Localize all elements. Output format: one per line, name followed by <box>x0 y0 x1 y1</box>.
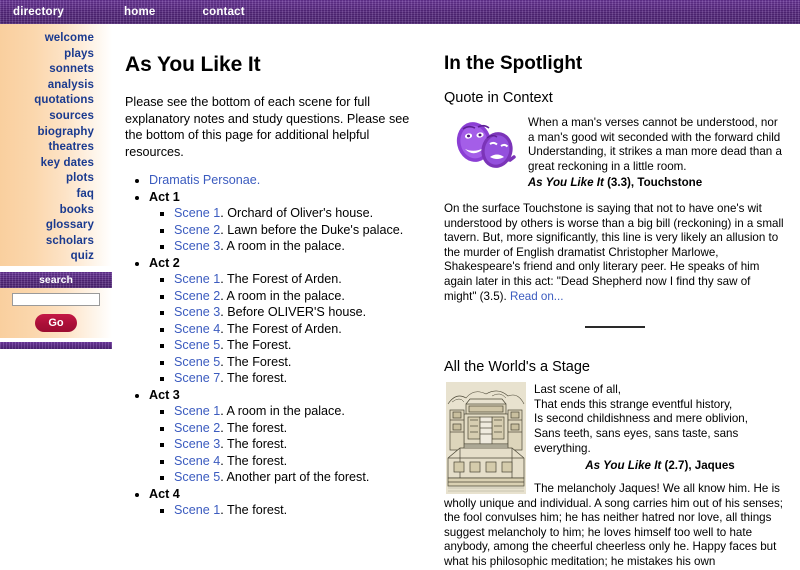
act-heading-1 <box>149 189 426 255</box>
act-label: Act 2 <box>149 255 180 270</box>
spotlight-title: In the Spotlight <box>444 53 583 74</box>
scene-description: . The forest. <box>220 420 288 435</box>
sidebar-link-quiz[interactable]: quiz <box>70 250 94 263</box>
sidebar-item-glossary[interactable] <box>0 217 94 233</box>
scene-description: . The forest. <box>220 371 288 385</box>
quote-attribution-rest: (3.3), Touchstone <box>603 176 703 190</box>
sidebar-link-analysis[interactable]: analysis <box>47 78 94 91</box>
sidebar-item-plots[interactable] <box>0 170 94 186</box>
sidebar-link-scholars[interactable]: scholars <box>45 234 94 247</box>
sidebar-item-scholars[interactable] <box>0 233 94 249</box>
sidebar-bottom-divider <box>0 342 112 349</box>
scene-list-act-1 <box>149 205 426 255</box>
quote-commentary-text: On the surface Touchstone is saying that not to have one's wit understood by others is worse than a big bill (reckoning) in a small tavern. But, more significantly, this line is very likely an allusion to the murder of English dramatist Christopher Marlowe, Shakespeare's friend and only literary peer. He speaks of him again later in this act: "Dead Shepherd now I find thy saw of might" (3.5). <box>444 201 784 303</box>
list-item[interactable] <box>174 420 426 437</box>
sidebar <box>0 24 112 349</box>
sidebar-nav-panel <box>0 24 112 266</box>
act-label: Act 1 <box>149 189 180 204</box>
quote-attribution-play: As You Like It <box>527 176 604 190</box>
scene-list-act-4 <box>149 502 426 519</box>
act-label: Act 3 <box>149 387 180 402</box>
sidebar-item-sonnets[interactable] <box>0 61 94 77</box>
list-item[interactable] <box>174 502 426 519</box>
sidebar-link-books[interactable]: books <box>59 203 94 216</box>
list-item[interactable] <box>174 205 426 222</box>
scene-description: . The forest. <box>220 453 288 468</box>
act-heading-2 <box>149 255 426 387</box>
search-section-label: search <box>39 273 73 286</box>
quote-text: When a man's verses cannot be understood, nor a man's good wit seconded with the forward child Understanding, it strikes a man more dead than a great reckoning in a little room. <box>528 116 782 173</box>
verse-line-4: Sans teeth, sans eyes, sans taste, sans everything. <box>534 426 739 455</box>
act-heading-4 <box>149 486 426 519</box>
quote-section-title: Quote in Context <box>444 90 553 106</box>
scene-list-act-2 <box>149 271 426 387</box>
scene-description: . The Forest of Arden. <box>220 272 342 286</box>
main-content-column <box>112 24 432 519</box>
top-navigation-bar <box>0 0 800 24</box>
scene-link[interactable]: Scene 5 <box>174 470 221 484</box>
list-item[interactable] <box>174 222 426 239</box>
page-title: As You Like It <box>125 53 261 76</box>
sidebar-item-biography[interactable] <box>0 124 94 140</box>
nav-link-contact[interactable]: contact <box>202 6 245 18</box>
jaques-commentary: The melancholy Jaques! We all know him. He is wholly unique and individual. A song carries him out of his senses; the fool convulses him; he has neither hatred nor love, all things suggest melancholy to him; he loves himself too well to hate anybody, among the cheerful cheerless only he. Happy faces but what his philosophic meditation; he mistakes his own <box>444 482 783 569</box>
sidebar-item-theatres[interactable] <box>0 139 94 155</box>
list-item[interactable] <box>174 271 426 288</box>
section-divider <box>585 326 645 328</box>
list-item[interactable] <box>174 321 426 338</box>
scene-link[interactable]: Scene 1 <box>174 404 221 418</box>
search-go-button[interactable]: Go <box>35 314 77 332</box>
scene-link[interactable]: Scene 1 <box>174 206 221 220</box>
sidebar-link-faq[interactable]: faq <box>76 187 94 200</box>
verse-attribution-play: As You Like It <box>585 459 662 473</box>
sidebar-nav-list <box>0 30 112 264</box>
link-dramatis-personae[interactable]: Dramatis Personae. <box>149 173 261 187</box>
sidebar-link-biography[interactable]: biography <box>37 125 94 138</box>
sidebar-link-plots[interactable]: plots <box>66 172 94 185</box>
scene-description: . The Forest. <box>220 338 292 352</box>
scene-link[interactable]: Scene 3 <box>174 437 221 451</box>
sidebar-item-welcome[interactable] <box>0 30 94 46</box>
theatre-masks-icon <box>450 119 522 173</box>
nav-link-directory[interactable]: directory <box>13 6 65 18</box>
scene-description: . The Forest of Arden. <box>220 321 342 336</box>
stage-section-title: All the World's a Stage <box>444 359 590 376</box>
list-item[interactable] <box>174 354 426 371</box>
scene-link[interactable]: Scene 2 <box>174 420 221 435</box>
sidebar-link-glossary[interactable]: glossary <box>45 219 94 232</box>
scene-description: . The Forest. <box>220 354 292 369</box>
quote-attribution <box>444 176 786 191</box>
verse-line-3: Is second childishness and mere oblivion, <box>534 412 748 426</box>
nav-link-home[interactable]: home <box>124 6 156 18</box>
search-section-header <box>0 272 112 288</box>
sidebar-link-quotations[interactable]: quotations <box>34 94 94 107</box>
sidebar-item-plays[interactable] <box>0 46 94 62</box>
scene-link[interactable]: Scene 4 <box>174 321 221 336</box>
scene-list-act-3 <box>149 403 426 486</box>
scene-description: . The forest. <box>220 437 288 451</box>
sidebar-item-quotations[interactable] <box>0 92 94 108</box>
scene-description: . The forest. <box>220 503 288 517</box>
search-panel <box>0 288 112 338</box>
scene-description: . Another part of the forest. <box>220 470 370 484</box>
elizabethan-stage-engraving <box>446 382 526 494</box>
scene-link[interactable]: Scene 1 <box>174 272 221 286</box>
scene-description: . Orchard of Oliver's house. <box>220 206 374 220</box>
sidebar-link-sonnets[interactable]: sonnets <box>49 63 94 76</box>
list-item[interactable] <box>174 453 426 470</box>
verse-line-2: That ends this strange eventful history, <box>534 397 733 411</box>
intro-paragraph: Please see the bottom of each scene for full explanatory notes and study questions. Please see the bottom of this page for additional helpful resources. <box>125 95 410 159</box>
list-item[interactable] <box>174 370 426 387</box>
sidebar-link-theatres[interactable]: theatres <box>48 141 94 154</box>
sidebar-link-plays[interactable]: plays <box>64 47 94 60</box>
list-item[interactable] <box>174 403 426 420</box>
spotlight-column <box>432 24 800 570</box>
scene-link[interactable]: Scene 2 <box>174 222 221 237</box>
quote-block <box>444 116 786 191</box>
sidebar-item-books[interactable] <box>0 202 94 218</box>
read-on-link[interactable]: Read on... <box>509 289 564 303</box>
sidebar-link-key-dates[interactable]: key dates <box>40 156 94 169</box>
list-item[interactable] <box>174 436 426 453</box>
list-item[interactable] <box>174 304 426 321</box>
verse-attribution-rest: (2.7), Jaques <box>661 459 735 473</box>
sidebar-item-quiz[interactable] <box>0 248 94 264</box>
scene-link[interactable]: Scene 2 <box>174 288 221 303</box>
scene-link[interactable]: Scene 5 <box>174 338 221 352</box>
scene-link[interactable]: Scene 5 <box>174 354 221 369</box>
scene-description: . Lawn before the Duke's palace. <box>220 222 404 237</box>
list-item-dramatis-personae[interactable] <box>149 172 426 189</box>
quote-commentary <box>444 202 786 304</box>
act-label: Act 4 <box>149 486 180 501</box>
act-heading-3 <box>149 387 426 486</box>
list-item[interactable] <box>174 238 426 255</box>
list-item[interactable] <box>174 337 426 354</box>
scene-description: . A room in the palace. <box>220 239 345 253</box>
sidebar-link-sources[interactable]: sources <box>49 109 94 122</box>
scene-link[interactable]: Scene 7 <box>174 371 221 385</box>
page-body <box>0 24 800 569</box>
scene-link[interactable]: Scene 3 <box>174 305 221 319</box>
sidebar-item-faq[interactable] <box>0 186 94 202</box>
scene-description: . A room in the palace. <box>220 404 345 418</box>
scene-link[interactable]: Scene 1 <box>174 503 221 517</box>
list-item[interactable] <box>174 288 426 305</box>
verse-line-1: Last scene of all, <box>534 383 622 397</box>
scene-description: . Before OLIVER'S house. <box>220 305 367 319</box>
scene-description: . A room in the palace. <box>220 288 345 303</box>
sidebar-item-sources[interactable] <box>0 108 94 124</box>
list-item[interactable] <box>174 469 426 486</box>
sidebar-link-welcome[interactable]: welcome <box>44 32 94 44</box>
search-input[interactable] <box>12 293 100 306</box>
scene-link[interactable]: Scene 4 <box>174 453 221 468</box>
sidebar-item-key-dates[interactable] <box>0 155 94 171</box>
sidebar-item-analysis[interactable] <box>0 77 94 93</box>
scene-link[interactable]: Scene 3 <box>174 239 221 253</box>
table-of-contents <box>125 172 426 519</box>
